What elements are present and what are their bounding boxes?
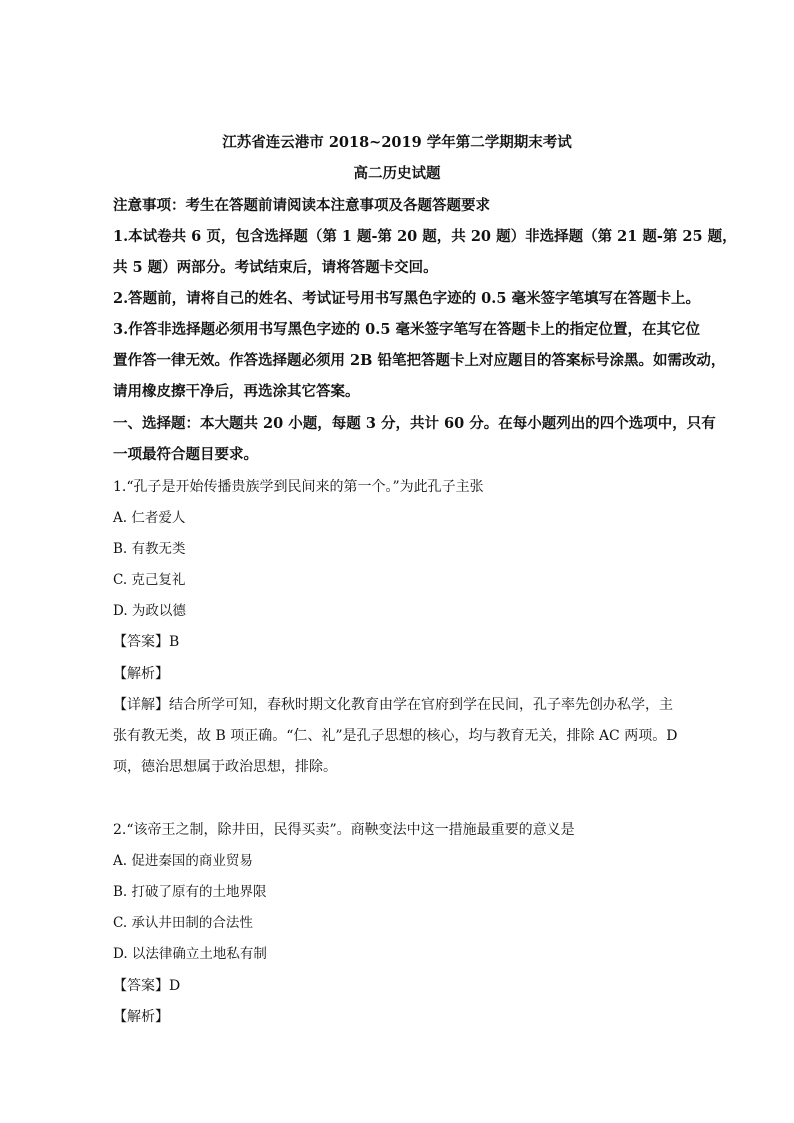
notes-item-3-line-2: 置作答一律无效。作答选择题必须用 2B 铅笔把答题卡上对应题目的答案标号涂黑。如需改动， xyxy=(113,352,726,369)
question-1-option-c: C. 克己复礼 xyxy=(113,572,186,588)
question-1-analysis-label: 【解析】 xyxy=(113,666,169,682)
question-2-option-b: B. 打破了原有的土地界限 xyxy=(113,884,267,900)
notes-heading: 注意事项：考生在答题前请阅读本注意事项及各题答题要求 xyxy=(113,197,490,214)
question-1-option-d: D. 为政以德 xyxy=(113,603,186,619)
notes-item-1-line-1: 1.本试卷共 6 页，包含选择题（第 1 题-第 20 题，共 20 题）非选择题（第 21 题-第 25 题， xyxy=(113,228,737,245)
question-2-option-d: D. 以法律确立土地私有制 xyxy=(113,946,267,962)
question-2-option-c: C. 承认井田制的合法性 xyxy=(113,915,253,931)
question-1-detail-line-2: 张有教无类，故 B 项正确。“仁、礼”是孔子思想的核心，均与教育无关，排除 AC 两项。D xyxy=(113,728,678,744)
question-2-stem: 2.“该帝王之制，除井田，民得买卖”。商鞅变法中这一措施最重要的意义是 xyxy=(113,822,575,838)
question-2-analysis-label: 【解析】 xyxy=(113,1009,169,1025)
notes-item-3-line-3: 请用橡皮擦干净后，再选涂其它答案。 xyxy=(113,383,360,400)
exam-subtitle: 高二历史试题 xyxy=(353,165,441,182)
exam-title: 江苏省连云港市 2018~2019 学年第二学期期末考试 xyxy=(222,134,572,151)
section-heading-line-1: 一、选择题：本大题共 20 小题，每题 3 分，共计 60 分。在每小题列出的四个选项中，只有 xyxy=(113,415,716,432)
section-heading-line-2: 一项最符合题目要求。 xyxy=(113,446,258,463)
notes-item-3-line-1: 3.作答非选择题必须用书写黑色字迹的 0.5 毫米签字笔写在答题卡上的指定位置，在其它位 xyxy=(113,321,700,338)
question-1-option-b: B. 有教无类 xyxy=(113,541,186,557)
question-1-option-a: A. 仁者爱人 xyxy=(113,510,186,526)
question-1-stem: 1.“孔子是开始传播贵族学到民间来的第一个。”为此孔子主张 xyxy=(113,479,484,495)
notes-item-2: 2.答题前，请将自己的姓名、考试证号用书写黑色字迹的 0.5 毫米签字笔填写在答题卡上。 xyxy=(113,290,700,307)
question-2-option-a: A. 促进秦国的商业贸易 xyxy=(113,853,253,869)
question-2-answer: 【答案】D xyxy=(113,978,181,994)
notes-item-1-line-2: 共 5 题）两部分。考试结束后，请将答题卡交回。 xyxy=(113,259,438,276)
question-1-detail-line-1: 【详解】结合所学可知，春秋时期文化教育由学在官府到学在民间，孔子率先创办私学，主 xyxy=(113,697,673,713)
question-1-answer: 【答案】B xyxy=(113,634,180,650)
question-1-detail-line-3: 项，德治思想属于政治思想，排除。 xyxy=(113,759,337,775)
